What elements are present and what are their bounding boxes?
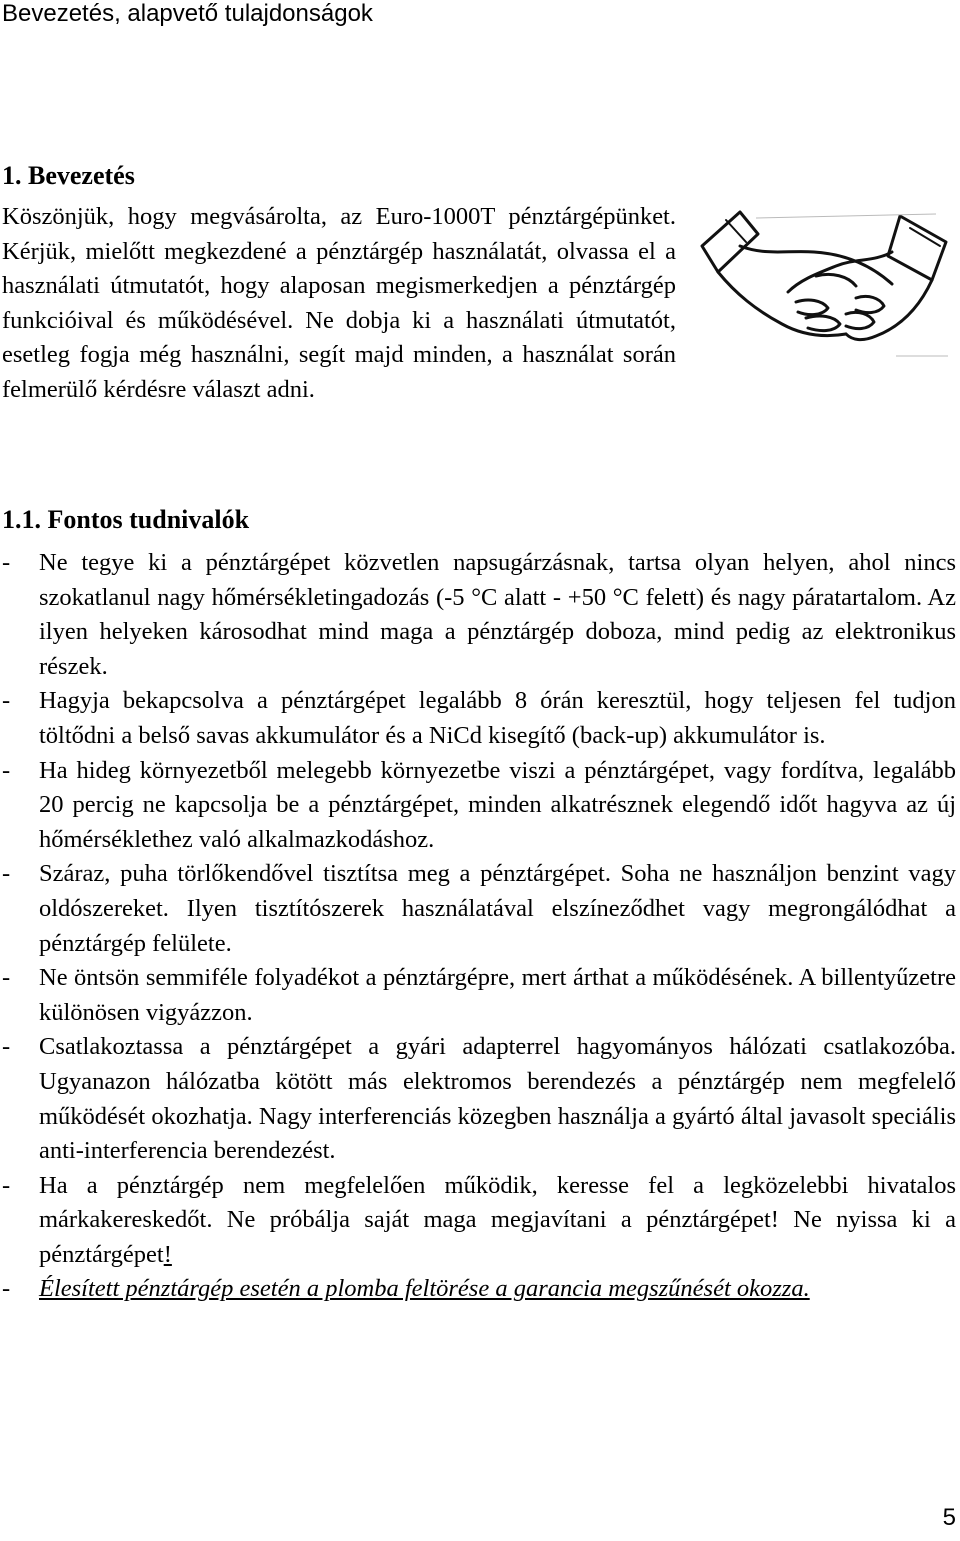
bullet-dash: -	[2, 1033, 11, 1061]
warranty-warning: Élesített pénztárgép esetén a plomba feltörése a garancia megszűnését okozza.	[39, 1275, 810, 1303]
list-item	[2, 754, 956, 858]
notice-list	[2, 546, 956, 1307]
list-item-text: Száraz, puha törlőkendővel tisztítsa meg a pénztárgépet. Soha ne használjon benzint vagy oldószereket. Ilyen tisztítószerek használatával elszíneződhet vagy megrongálódhat a pénztárgép felülete.	[39, 860, 956, 957]
list-item	[2, 546, 956, 684]
list-item-text: Ne tegye ki a pénztárgépet közvetlen napsugárzásnak, tartsa olyan helyen, ahol nincs szokatlanul nagy hőmérsékletingadozás (-5 °C alatt - +50 °C felett) és nagy páratartalom. Az ilyen helyeken károsodhat mind maga a pénztárgép doboza, mind pedig az elektronikus részek.	[39, 549, 956, 680]
list-item	[2, 1169, 956, 1273]
list-item-text: Ne öntsön semmiféle folyadékot a pénztárgépre, mert árthat a működésének. A billentyűzetre különösen vigyázzon.	[39, 964, 956, 1026]
list-item-text: Hagyja bekapcsolva a pénztárgépet legalább 8 órán keresztül, hogy teljesen fel tudjon töltődni a belső savas akkumulátor és a NiCd kisegítő (back-up) akkumulátor is.	[39, 687, 956, 749]
intro-paragraph: Köszönjük, hogy megvásárolta, az Euro-1000T pénztárgépünket. Kérjük, mielőtt megkezdené a pénztárgép használatát, olvassa el a használati útmutatót, hogy alaposan megismerkedjen a pénztárgép funkcióival és működésével. Ne dobja ki a használati útmutatót, esetleg fogja még használni, segít majd minden, a használat során felmerülő kérdésre választ adni.	[2, 203, 676, 403]
list-item	[2, 684, 956, 753]
section-title: 1. Bevezetés	[2, 161, 135, 190]
bullet-dash: -	[2, 860, 11, 888]
list-item	[2, 961, 956, 1030]
bullet-dash: -	[2, 1171, 11, 1199]
subsection-title: 1.1. Fontos tudnivalók	[2, 505, 250, 534]
bullet-dash: -	[2, 687, 11, 715]
list-item-text: Ha a pénztárgép nem megfelelően működik, keresse fel a legközelebbi hivatalos márkakereskedőt. Ne próbálja saját maga megjavítani a pénztárgépet! Ne nyissa ki a pénztárgépet	[39, 1171, 956, 1268]
list-item-tail: !	[163, 1240, 172, 1268]
page-header: Bevezetés, alapvető tulajdonságok	[2, 0, 373, 27]
handshake-icon	[696, 206, 952, 376]
list-item	[2, 1272, 956, 1307]
list-item-text: Ha hideg környezetből melegebb környezetbe viszi a pénztárgépet, vagy fordítva, legalább 20 percig ne kapcsolja be a pénztárgépet, minden alkatrésznek elegendő időt hagyva az új hőmérséklethez való alkalmazkodáshoz.	[39, 756, 956, 853]
bullet-dash: -	[2, 549, 11, 576]
bullet-dash: -	[2, 1275, 11, 1303]
bullet-dash: -	[2, 756, 11, 784]
list-item	[2, 1030, 956, 1168]
list-item	[2, 857, 956, 961]
bullet-dash: -	[2, 964, 11, 992]
page-number: 5	[942, 1504, 956, 1531]
list-item-text: Csatlakoztassa a pénztárgépet a gyári adapterrel hagyományos hálózati csatlakozóba. Ugyanazon hálózatba kötött más elektromos berendezés a pénztárgép nem megfelelő működését okozhatja. Nagy interferenciás közegben használja a gyártó által javasolt speciális anti-interferencia berendezést.	[39, 1033, 956, 1165]
